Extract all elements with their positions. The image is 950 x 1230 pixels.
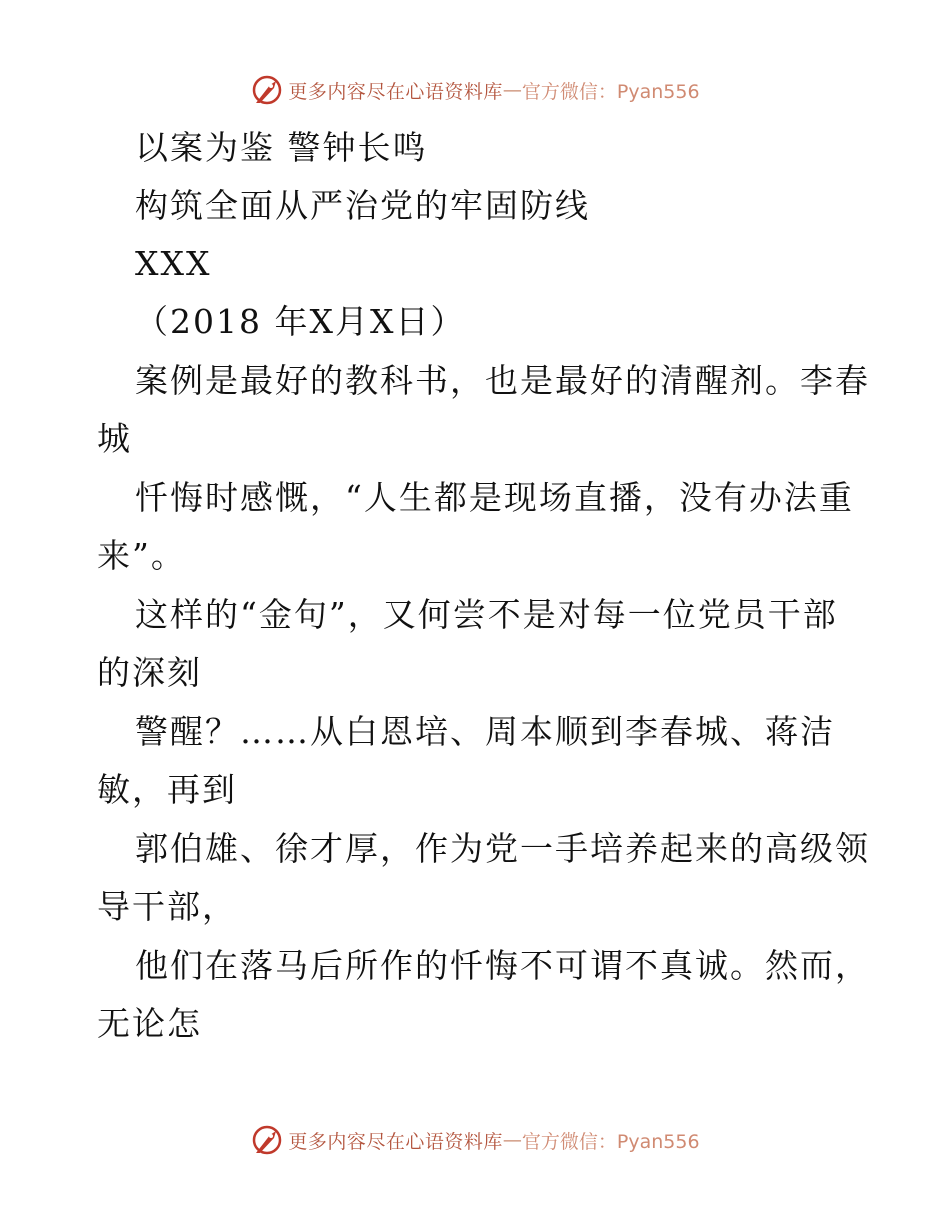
paragraph-line: 他们在落马后所作的忏悔不可谓不真诚。然而， [135, 946, 870, 985]
pen-nib-logo-icon [250, 1123, 284, 1157]
paragraph-line: 警醒？……从白恩培、周本顺到李春城、蒋洁 [135, 712, 835, 751]
doc-date: （2018 年X月X日） [135, 302, 466, 341]
paragraph-line: 郭伯雄、徐才厚，作为党一手培养起来的高级领 [135, 829, 870, 868]
banner-dash: — [502, 79, 522, 101]
doc-title-line-2: 构筑全面从严治党的牢固防线 [135, 186, 590, 225]
paragraph-line: 案例是最好的教科书，也是最好的清醒剂。李春 [135, 361, 870, 400]
paragraph-line: 无论怎 [97, 1004, 202, 1043]
header-watermark-banner [0, 70, 950, 110]
banner-contact: 官方微信：Pyan556 [521, 1130, 700, 1153]
footer-watermark-banner [0, 1120, 950, 1160]
banner-text: 更多内容尽在心语资料库 [288, 80, 503, 103]
banner-dash: — [502, 1129, 522, 1151]
paragraph-line: 导干部， [97, 887, 237, 926]
doc-title-line-1: 以案为鉴 警钟长鸣 [135, 128, 428, 167]
paragraph-line: 的深刻 [97, 653, 202, 692]
banner-contact: 官方微信：Pyan556 [521, 80, 700, 103]
doc-author: XXX [135, 244, 212, 283]
banner-text: 更多内容尽在心语资料库 [288, 1130, 503, 1153]
paragraph-line: 来”。 [97, 536, 186, 575]
paragraph-line: 城 [97, 419, 132, 458]
paragraph-line: 这样的“金句”，又何尝不是对每一位党员干部 [135, 595, 838, 634]
pen-nib-logo-icon [250, 73, 284, 107]
paragraph-line: 忏悔时感慨，“人生都是现场直播，没有办法重 [135, 478, 854, 517]
paragraph-line: 敏，再到 [97, 770, 237, 809]
